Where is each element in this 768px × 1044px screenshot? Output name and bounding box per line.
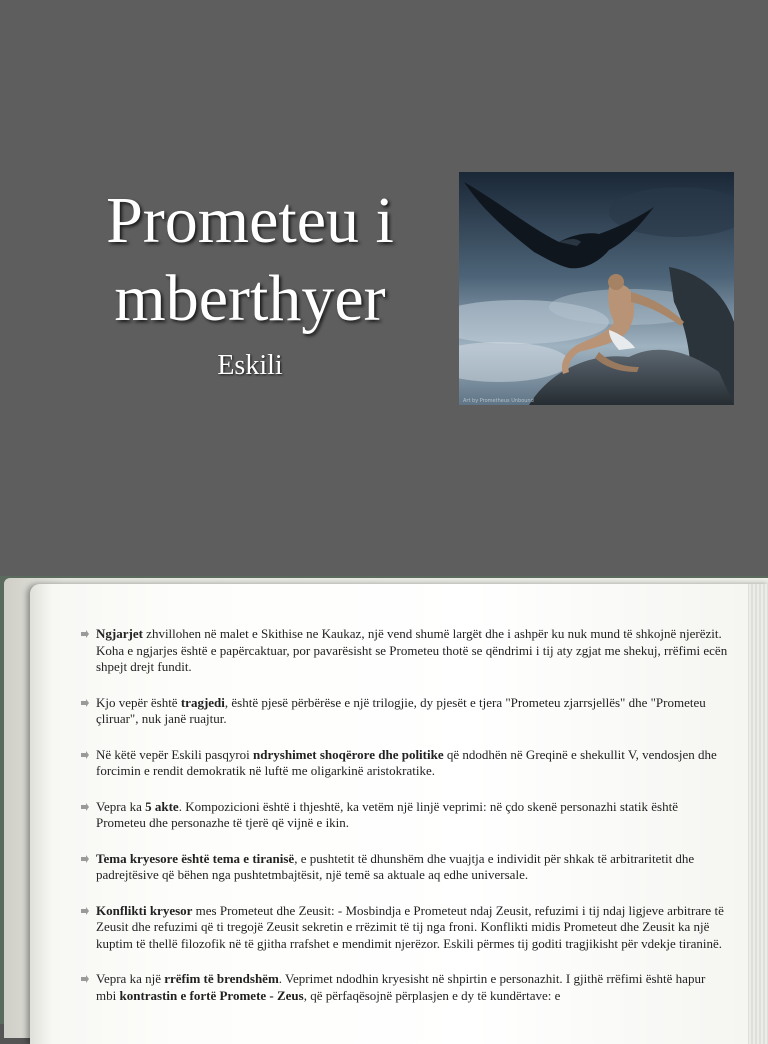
bullet-keyword: tragjedi — [180, 694, 225, 710]
bullet-text: Vepra ka një — [96, 971, 165, 986]
bullet-text: mes Prometeut dhe Zeusit: - Mosbindja e Prometeut ndaj Zeusit, refuzimi i tij ndaj ligjeve arbitrare të Zeusit dhe refuzimi që ti tregojë Zeusit sekretin e rrëzimit të tij nga froni. Konflikti midis Prometeut dhe Zeusit ka një kuptim të thellë filozofik në të gjitha rrafshet e mendimit njerëzor. Eskili përmes tij goditi tragjikisht për vdekje tiraninë. — [96, 902, 724, 951]
bullet-text: Në këtë vepër Eskili pasqyroi — [96, 746, 254, 762]
bullet-keyword: Tema kryesore është tema e tiranisë — [96, 850, 295, 866]
list-item — [78, 851, 728, 884]
bullet-keyword: kontrastin e fortë Promete - Zeus — [119, 987, 304, 1003]
prometheus-eagle-painting — [459, 172, 734, 405]
bullet-text: zhvillohen në malet e Skithise ne Kaukaz, një vend shumë largët dhe i ashpër ku nuk mund të shkojnë njerëzit. Koha e ngjarjes është e papërcaktuar, por pavarësisht se Prometeu thotë se qëndrimi i tij aty zgjat me shekuj, rrëfimi ecën shpejt drejt fundit. — [96, 626, 728, 674]
painting-illustration — [459, 172, 734, 405]
bullet-text: Kjo vepër është — [96, 694, 181, 710]
list-item — [78, 799, 728, 832]
arrow-bullet-icon — [80, 802, 90, 812]
slide-subtitle: Eskili — [217, 350, 283, 381]
arrow-bullet-icon — [80, 906, 90, 916]
list-item — [78, 695, 728, 728]
bullet-keyword: ndryshimet shoqërore dhe politike — [253, 746, 444, 762]
list-item — [78, 747, 728, 780]
arrow-bullet-icon — [80, 629, 90, 639]
bullet-text: , e pushtetit të dhunshëm dhe vuajtja e individit për shkak të arbitraritetit dhe padrejtësive që bëhen nga pushtetmbajtësit, një temë sa aktuale aq edhe universale. — [96, 850, 695, 882]
bullet-keyword: Konflikti kryesor — [96, 902, 193, 918]
bullet-keyword: Ngjarjet — [96, 626, 143, 641]
bullet-text: . Kompozicioni është i thjeshtë, ka vetëm një linjë veprimi: në çdo skenë personazhi statik është Prometeu dhe personazhe të tjerë që vijnë e ikin. — [96, 798, 678, 830]
bullet-text: , është pjesë përbërëse e një trilogjie, dy pjesët e tjera "Prometeu zjarrsjellës" dhe "Prometeu çliruar", nuk janë ruajtur. — [96, 694, 706, 726]
arrow-bullet-icon — [80, 698, 90, 708]
bullet-text: që ndodhën në Greqinë e shekullit V, vendosjen dhe forcimin e rendit demokratik në luftë me oligarkinë aristokratike. — [96, 746, 717, 778]
bullet-list — [78, 626, 728, 1023]
list-item — [78, 626, 728, 676]
arrow-bullet-icon — [80, 974, 90, 984]
bullet-text: , që përfaqësojnë përplasjen e dy të kundërtave: e — [303, 987, 561, 1003]
slide-title — [60, 182, 440, 338]
arrow-bullet-icon — [80, 750, 90, 760]
image-caption: Art by Prometheus Unbound — [463, 398, 534, 404]
title-line-1: Prometeu i — [106, 184, 394, 257]
list-item — [78, 903, 728, 953]
list-item — [78, 971, 728, 1004]
content-slide — [0, 576, 768, 1024]
bullet-keyword: 5 akte — [145, 798, 179, 814]
bullet-keyword: rrëfim të brendshëm — [164, 971, 279, 986]
bullet-text: . Veprimet ndodhin kryesisht në shpirtin e personazhit. I gjithë rrëfimi është hapur mbi — [96, 971, 706, 1003]
page-edge — [748, 584, 768, 1044]
bullet-text: Vepra ka — [96, 798, 146, 814]
arrow-bullet-icon — [80, 854, 90, 864]
title-line-2: mberthyer — [114, 262, 386, 335]
